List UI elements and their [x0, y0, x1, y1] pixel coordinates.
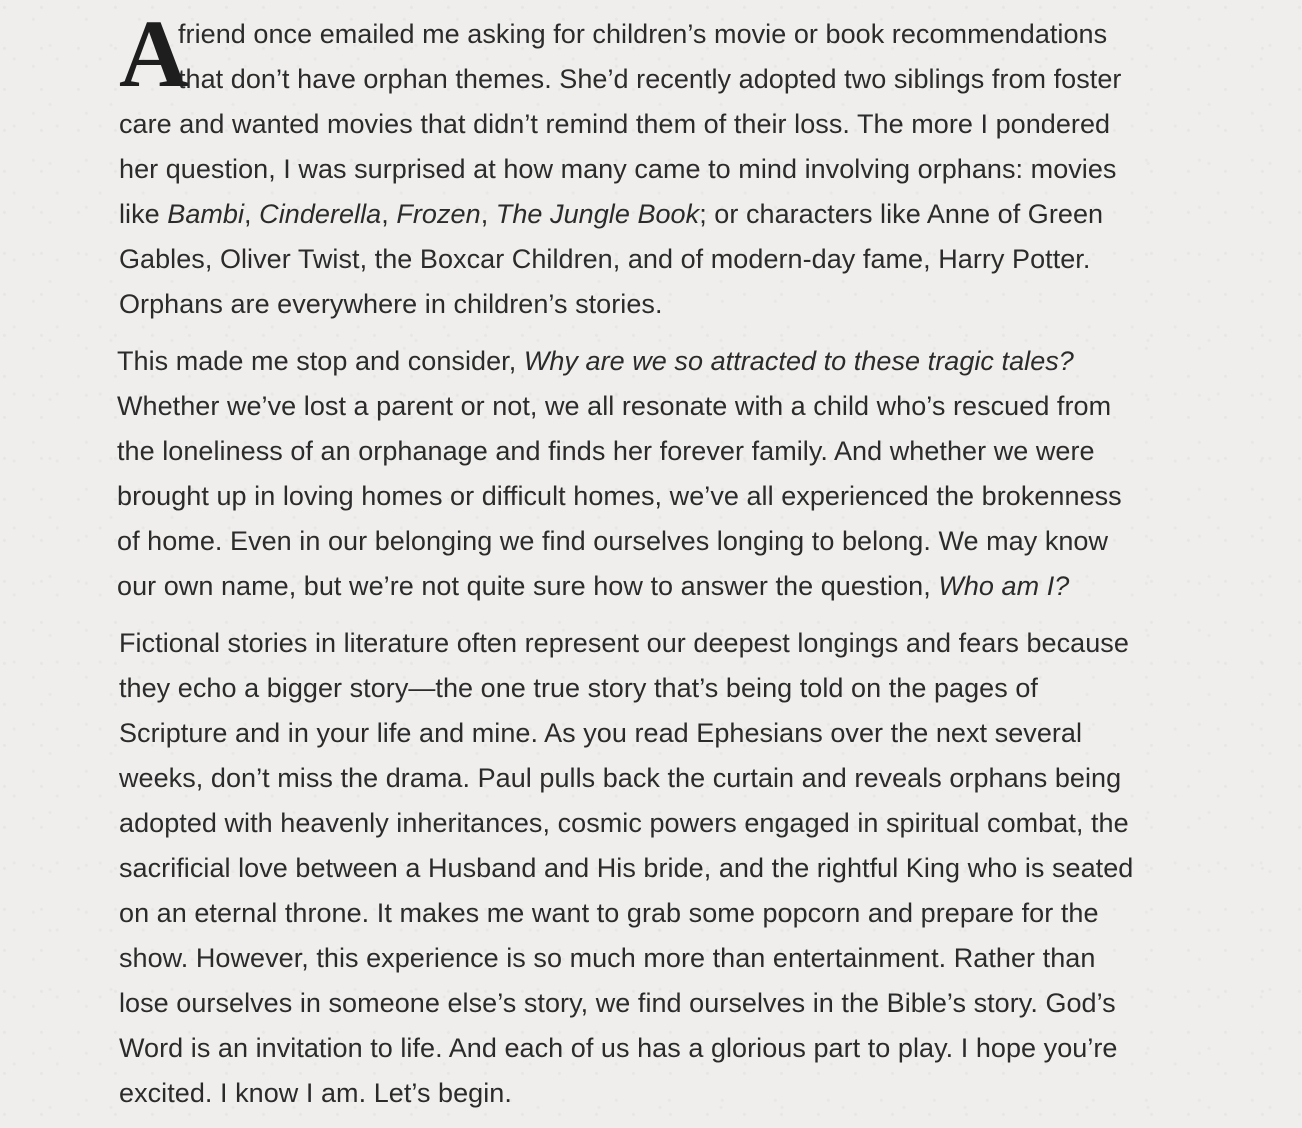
- text-like: like: [119, 199, 168, 229]
- text-characters: ; or characters like Anne of Green: [699, 199, 1104, 229]
- paragraph-2: [117, 339, 1269, 609]
- paragraph-3-line-10: Word is an invitation to life. And each of us has a glorious part to play. I hope you’re: [119, 1033, 1118, 1063]
- text-question: our own name, but we’re not quite sure how to answer the question,: [117, 571, 939, 601]
- paragraph-3: [119, 621, 1269, 1116]
- paragraph-3-line-11: excited. I know I am. Let’s begin.: [119, 1078, 512, 1108]
- paragraph-2-line-1: [117, 339, 1269, 384]
- paragraph-1-line-6: Gables, Oliver Twist, the Boxcar Children, and of modern-day fame, Harry Potter.: [119, 244, 1091, 274]
- drop-cap: A: [119, 0, 189, 107]
- paragraph-2-line-3: the loneliness of an orphanage and finds her forever family. And whether we were: [117, 436, 1095, 466]
- paragraph-3-line-1: Fictional stories in literature often represent our deepest longings and fears because: [119, 628, 1129, 658]
- title-bambi: Bambi: [167, 199, 245, 229]
- paragraph-2-line-4: brought up in loving homes or difficult homes, we’ve all experienced the brokenness: [117, 481, 1122, 511]
- paragraph-1-line-3: care and wanted movies that didn’t remind them of their loss. The more I pondered: [119, 109, 1111, 139]
- paragraph-1: [119, 0, 1269, 327]
- comma-2: ,: [381, 199, 397, 229]
- question-tragic-tales: Why are we so attracted to these tragic tales?: [523, 346, 1074, 376]
- paragraph-3-line-4: weeks, don’t miss the drama. Paul pulls back the curtain and reveals orphans being: [119, 763, 1122, 793]
- paragraph-3-line-7: on an eternal throne. It makes me want to grab some popcorn and prepare for the: [119, 898, 1099, 928]
- paragraph-1-line-2: that don’t have orphan themes. She’d recently adopted two siblings from foster: [178, 64, 1122, 94]
- title-cinderella: Cinderella: [259, 199, 382, 229]
- paragraph-3-line-5: adopted with heavenly inheritances, cosmic powers engaged in spiritual combat, the: [119, 808, 1129, 838]
- paragraph-3-line-6: sacrificial love between a Husband and His bride, and the rightful King who is seated: [119, 853, 1134, 883]
- comma-3: ,: [480, 199, 496, 229]
- text-consider: This made me stop and consider,: [117, 346, 524, 376]
- paragraph-3-line-8: show. However, this experience is so much more than entertainment. Rather than: [119, 943, 1096, 973]
- paragraph-1-line-7: Orphans are everywhere in children’s stories.: [119, 289, 663, 319]
- comma-1: ,: [244, 199, 260, 229]
- question-who-am-i: Who am I?: [938, 571, 1070, 601]
- paragraph-1-line-5: [119, 192, 1269, 237]
- paragraph-2-line-6: [117, 564, 1269, 609]
- paragraph-1-line-4: her question, I was surprised at how many came to mind involving orphans: movies: [119, 154, 1117, 184]
- paragraph-2-line-5: of home. Even in our belonging we find ourselves longing to belong. We may know: [117, 526, 1109, 556]
- paragraph-2-line-2: Whether we’ve lost a parent or not, we all resonate with a child who’s rescued from: [117, 391, 1112, 421]
- title-frozen: Frozen: [396, 199, 481, 229]
- article-body: [117, 0, 1269, 1128]
- paragraph-3-line-2: they echo a bigger story—the one true story that’s being told on the pages of: [119, 673, 1038, 703]
- paragraph-1-text-1: friend once emailed me asking for children’s movie or book recommendations: [178, 19, 1108, 49]
- paragraph-3-line-3: Scripture and in your life and mine. As you read Ephesians over the next several: [119, 718, 1083, 748]
- title-jungle-book: The Jungle Book: [495, 199, 700, 229]
- paragraph-3-line-9: lose ourselves in someone else’s story, we find ourselves in the Bible’s story. God’s: [119, 988, 1116, 1018]
